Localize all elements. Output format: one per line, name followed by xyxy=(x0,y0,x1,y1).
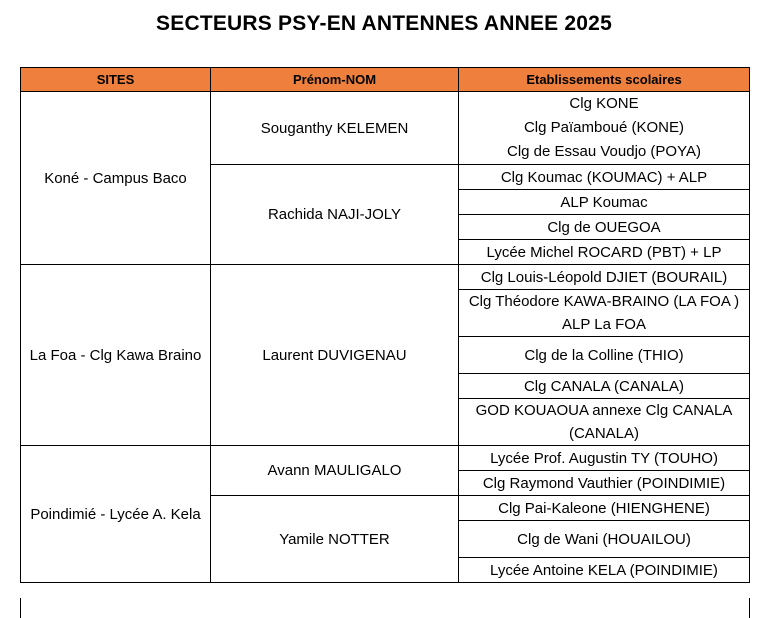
header-etablissements: Etablissements scolaires xyxy=(459,68,750,92)
etab-item: ALP La FOA xyxy=(562,316,646,333)
site-cell: Koné - Campus Baco xyxy=(21,92,211,265)
etab-group-cell xyxy=(459,290,750,337)
etab-cell: Clg de OUEGOA xyxy=(459,215,750,240)
etab-cell: Clg de la Colline (THIO) xyxy=(459,337,750,374)
psy-name-cell: Rachida NAJI-JOLY xyxy=(211,165,459,265)
etab-cell: Lycée Michel ROCARD (PBT) + LP xyxy=(459,240,750,265)
header-sites: SITES xyxy=(21,68,211,92)
etab-cell: Clg de Wani (HOUAILOU) xyxy=(459,521,750,558)
etab-cell: Lycée Prof. Augustin TY (TOUHO) xyxy=(459,446,750,471)
etab-cell: Lycée Antoine KELA (POINDIMIE) xyxy=(459,558,750,583)
etab-cell: ALP Koumac xyxy=(459,190,750,215)
sectors-table xyxy=(20,67,750,583)
next-row-fragment xyxy=(20,598,750,618)
psy-name-cell: Laurent DUVIGENAU xyxy=(211,265,459,446)
etab-cell: GOD KOUAOUA annexe Clg CANALA (CANALA) xyxy=(459,399,750,446)
etab-item: Clg Païamboué (KONE) xyxy=(523,119,685,136)
site-cell: La Foa - Clg Kawa Braino xyxy=(21,265,211,446)
psy-name-cell: Avann MAULIGALO xyxy=(211,446,459,496)
table-header-row xyxy=(21,68,750,92)
etab-cell: Clg Louis-Léopold DJIET (BOURAIL) xyxy=(459,265,750,290)
etab-item: Clg KONE xyxy=(569,95,639,112)
table-row xyxy=(21,446,750,471)
etab-cell: Clg Koumac (KOUMAC) + ALP xyxy=(459,165,750,190)
etab-cell: Clg CANALA (CANALA) xyxy=(459,374,750,399)
psy-name-cell: Yamile NOTTER xyxy=(211,496,459,583)
etab-item: Clg Théodore KAWA-BRAINO (LA FOA ) xyxy=(468,293,740,310)
header-prenom-nom: Prénom-NOM xyxy=(211,68,459,92)
etab-item: Clg de Essau Voudjo (POYA) xyxy=(507,143,701,160)
table-row xyxy=(21,265,750,290)
site-cell: Poindimié - Lycée A. Kela xyxy=(21,446,211,583)
etab-cell: Clg Raymond Vauthier (POINDIMIE) xyxy=(459,471,750,496)
etab-group-cell xyxy=(459,92,750,165)
psy-name-cell: Souganthy KELEMEN xyxy=(211,92,459,165)
etab-cell: Clg Pai-Kaleone (HIENGHENE) xyxy=(459,496,750,521)
page-title: SECTEURS PSY-EN ANTENNES ANNEE 2025 xyxy=(156,12,612,35)
